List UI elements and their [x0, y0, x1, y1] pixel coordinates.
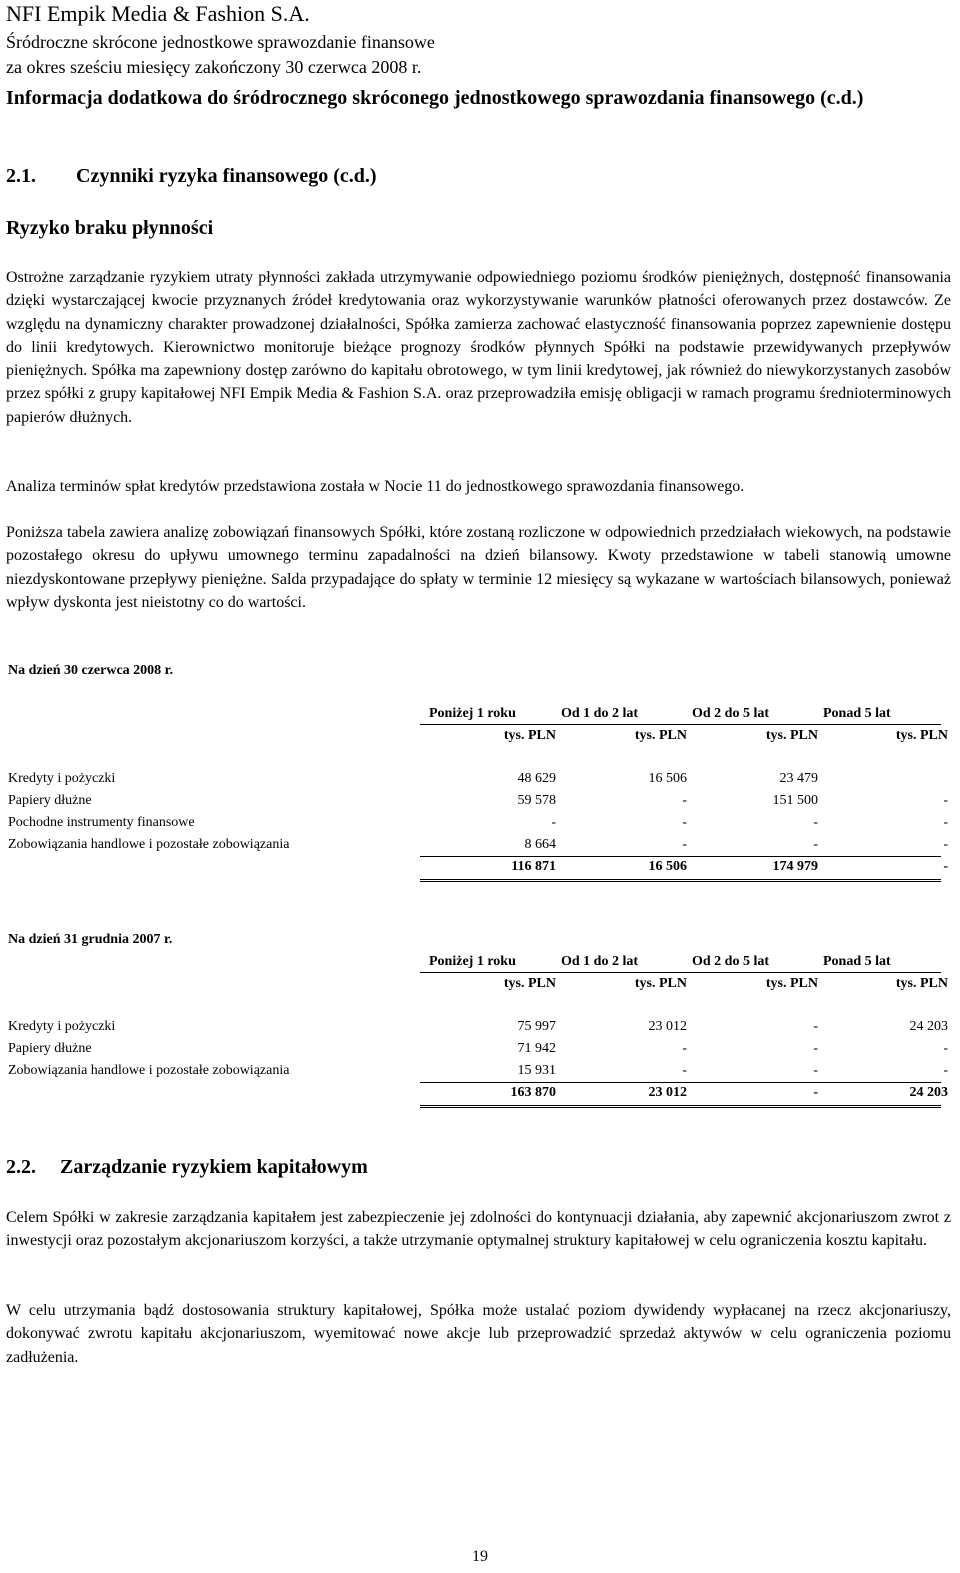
cell: -	[943, 1063, 948, 1078]
row-label: Kredyty i pożyczki	[8, 771, 116, 786]
rule	[420, 972, 941, 973]
total-cell: 23 012	[648, 1085, 687, 1100]
cell: 48 629	[517, 771, 556, 786]
cell: -	[682, 815, 687, 830]
row-label: Papiery dłużne	[8, 1041, 92, 1056]
company-name: NFI Empik Media & Fashion S.A.	[6, 1, 310, 26]
cell: -	[682, 1063, 687, 1078]
section-title: Zarządzanie ryzykiem kapitałowym	[60, 1156, 368, 1178]
col-header: Od 2 do 5 lat	[692, 954, 770, 969]
col-header: Od 2 do 5 lat	[692, 706, 770, 721]
cell: -	[943, 815, 948, 830]
cell: -	[813, 1063, 818, 1078]
double-rule	[420, 1105, 941, 1108]
table-row	[8, 834, 950, 856]
unit-label: tys. PLN	[895, 728, 948, 743]
total-cell: 24 203	[909, 1085, 948, 1100]
cell: 151 500	[772, 793, 818, 808]
table-row	[8, 1038, 950, 1060]
capital-paragraph-2: W celu utrzymania bądź dostosowania struktury kapitałowej, Spółka może ustalać poziom dywidendy wypłacanej na rzecz akcjonariuszy, dokonywać zwrotu kapitału akcjonariuszom, wyemitować nowe akcje lub przeprowadzić sprzedaż aktywów w celu ograniczenia poziomu zadłużenia.	[6, 1302, 951, 1366]
cell: -	[551, 815, 556, 830]
cell: 59 578	[517, 793, 556, 808]
rule	[420, 856, 941, 857]
liquidity-paragraph-1: Ostrożne zarządzanie ryzykiem utraty płynności zakłada utrzymywanie odpowiedniego poziomu środków pieniężnych, dostępność finansowania dzięki wystarczającej kwocie przyznanych źródeł kredytowania oraz wykorzystywanie warunków płatności oferowanych przez dostawców. Ze względu na dynamiczny charakter prowadzonej działalności, Spółka zamierza zachować elastyczność finansowania poprzez zapewnienie dostępu do linii kredytowych. Kierownictwo monitoruje bieżące prognozy środków płynnych Spółki na podstawie przewidywanych przepływów pieniężnych. Spółka ma zapewniony dostęp zarówno do kapitału obrotowego, w tym linii kredytowej, jak również do niewykorzystanych zasobów przez spółki z grupy kapitałowej NFI Empik Media & Fashion S.A. oraz przeprowadziła emisję obligacji w ramach programu średnioterminowych papierów dłużnych.	[6, 269, 951, 426]
cell: -	[813, 1041, 818, 1056]
cell: -	[682, 793, 687, 808]
cell: -	[813, 1019, 818, 1034]
section-heading-2-1	[6, 164, 377, 188]
cell: -	[813, 837, 818, 852]
liquidity-risk-heading: Ryzyko braku płynności	[6, 217, 214, 239]
unit-label: tys. PLN	[503, 976, 556, 991]
col-header: Ponad 5 lat	[823, 706, 891, 721]
cell: -	[682, 837, 687, 852]
rule	[420, 724, 941, 725]
cell: -	[813, 815, 818, 830]
total-cell: 163 870	[510, 1085, 556, 1100]
table-unit-row	[8, 725, 950, 747]
table-total-row	[8, 1082, 950, 1103]
total-cell: -	[943, 859, 948, 874]
table-header-row	[8, 951, 950, 973]
col-header: Od 1 do 2 lat	[561, 954, 639, 969]
table-row	[8, 1016, 950, 1038]
section-title: Czynniki ryzyka finansowego (c.d.)	[76, 165, 377, 187]
total-cell: 116 871	[511, 859, 556, 874]
cell: -	[943, 793, 948, 808]
section-number: 2.1.	[6, 165, 36, 187]
unit-label: tys. PLN	[634, 976, 687, 991]
table-row	[8, 812, 950, 834]
unit-label: tys. PLN	[503, 728, 556, 743]
cell: -	[943, 1041, 948, 1056]
table-row	[8, 1060, 950, 1082]
cell: -	[943, 837, 948, 852]
liquidity-paragraph-2: Analiza terminów spłat kredytów przedstawiona została w Nocie 11 do jednostkowego sprawozdania finansowego.	[6, 478, 745, 495]
total-cell: 16 506	[648, 859, 687, 874]
cell: 15 931	[517, 1063, 556, 1078]
cell: 23 012	[648, 1019, 687, 1034]
cell: 24 203	[909, 1019, 948, 1034]
row-label: Papiery dłużne	[8, 793, 92, 808]
unit-label: tys. PLN	[634, 728, 687, 743]
table-2008	[8, 703, 950, 877]
page-number: 19	[472, 1548, 488, 1565]
rule	[420, 1082, 941, 1083]
capital-paragraph-1: Celem Spółki w zakresie zarządzania kapitałem jest zabezpieczenie jej zdolności do kontynuacji działania, aby zapewnić akcjonariuszom zwrot z inwestycji oraz pozostałym akcjonariuszom korzyści, a także utrzymanie optymalnej struktury kapitałowej w celu ograniczenia kosztu kapitału.	[6, 1209, 951, 1250]
table-row	[8, 768, 950, 790]
total-cell: -	[813, 1085, 818, 1100]
row-label: Pochodne instrumenty finansowe	[8, 815, 195, 830]
table-2007	[8, 951, 950, 1103]
row-label: Zobowiązania handlowe i pozostałe zobowiązania	[8, 837, 290, 852]
total-cell: 174 979	[772, 859, 818, 874]
cell: 16 506	[648, 771, 687, 786]
unit-label: tys. PLN	[895, 976, 948, 991]
col-header: Ponad 5 lat	[823, 954, 891, 969]
double-rule	[420, 879, 941, 882]
table-unit-row	[8, 973, 950, 995]
unit-label: tys. PLN	[765, 728, 818, 743]
report-title: Śródroczne skrócone jednostkowe sprawozdanie finansowe	[6, 32, 435, 52]
section-heading-2-2	[6, 1155, 368, 1179]
col-header: Poniżej 1 roku	[429, 706, 516, 721]
cell: 8 664	[524, 837, 556, 852]
cell: 75 997	[517, 1019, 556, 1034]
info-heading: Informacja dodatkowa do śródrocznego skróconego jednostkowego sprawozdania finansowego (c.d.)	[6, 87, 864, 109]
col-header: Poniżej 1 roku	[429, 954, 516, 969]
cell: -	[682, 1041, 687, 1056]
table-header-row	[8, 703, 950, 725]
table-total-row	[8, 856, 950, 877]
row-label: Kredyty i pożyczki	[8, 1019, 116, 1034]
cell: 71 942	[517, 1041, 556, 1056]
table-2008-caption: Na dzień 30 czerwca 2008 r.	[8, 663, 174, 678]
row-label: Zobowiązania handlowe i pozostałe zobowiązania	[8, 1063, 290, 1078]
unit-label: tys. PLN	[765, 976, 818, 991]
section-number: 2.2.	[6, 1156, 36, 1178]
liquidity-paragraph-3: Poniższa tabela zawiera analizę zobowiązań finansowych Spółki, które zostaną rozliczone w odpowiednich przedziałach wiekowych, na podstawie pozostałego okresu do upływu umownego terminu zapadalności na dzień bilansowy. Kwoty przedstawione w tabeli stanowią umowne niezdyskontowane przepływy pieniężne. Salda przypadające do spłaty w terminie 12 miesięcy są wykazane w wartościach bilansowych, ponieważ wpływ dyskonta jest nieistotny co do wartości.	[6, 524, 951, 611]
table-row	[8, 790, 950, 812]
table-2007-caption: Na dzień 31 grudnia 2007 r.	[8, 932, 173, 947]
col-header: Od 1 do 2 lat	[561, 706, 639, 721]
cell: 23 479	[779, 771, 818, 786]
report-period: za okres sześciu miesięcy zakończony 30 czerwca 2008 r.	[6, 57, 422, 77]
